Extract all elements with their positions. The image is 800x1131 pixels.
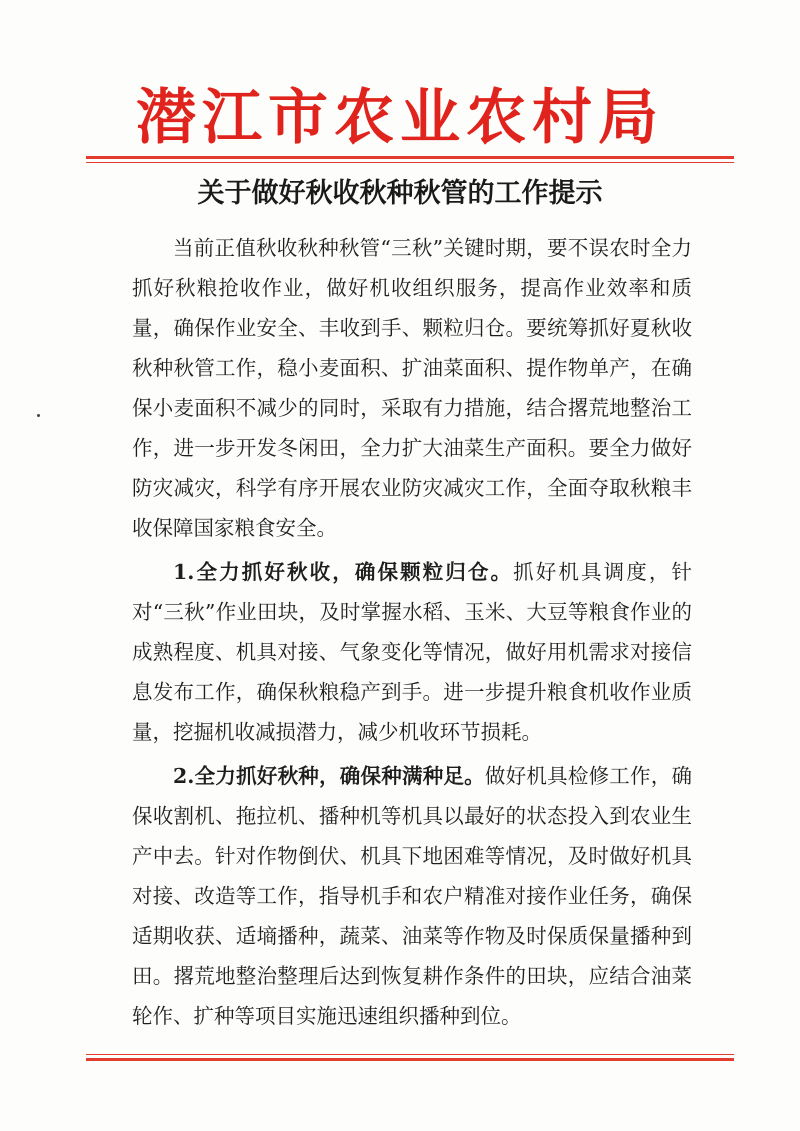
- section2-text: 做好机具检修工作，确保收割机、拖拉机、播种机等机具以最好的状态投入到农业生产中去。针对作物倒伏、机具下地困难等情况，及时做好机具对接、改造等工作，指导机手和农户精准对接作业任务，确保适期收获、适墒播种，蔬菜、油菜等作物及时保质保量播种到田。撂荒地整治整理后达到恢复耕作条件的田块，应结合油菜轮作、扩种等项目实施迅速组织播种到位。: [132, 764, 693, 1028]
- footer-divider-thick: [86, 1058, 734, 1061]
- header-divider-thick: [86, 156, 734, 159]
- section2-paragraph: [132, 756, 692, 1036]
- header-divider-thin: [86, 162, 734, 163]
- intro-paragraph: 当前正值秋收秋种秋管“三秋”关键时期，要不误农时全力抓好秋粮抢收作业，做好机收组织服务，提高作业效率和质量，确保作业安全、丰收到手、颗粒归仓。要统筹抓好夏秋收秋种秋管工作，稳小麦面积、扩油菜面积、提作物单产，在确保小麦面积不减少的同时，采取有力措施，结合撂荒地整治工作，进一步开发冬闲田，全力扩大油菜生产面积。要全力做好防灾减灾，科学有序开展农业防灾减灾工作，全面夺取秋粮丰收保障国家粮食安全。: [132, 236, 692, 540]
- footer-divider-thin: [86, 1054, 734, 1055]
- section1-heading: 1.全力抓好秋收，确保颗粒归仓。: [173, 560, 514, 584]
- header-org-title: 潜江市农业农村局: [136, 83, 664, 153]
- document-title: 关于做好秋收秋种秋管的工作提示: [197, 178, 603, 209]
- margin-mark: [37, 414, 40, 417]
- section2-heading: 2.全力抓好秋种，确保种满种足。: [173, 764, 485, 788]
- document-body: [132, 228, 692, 1036]
- section1-text: 抓好机具调度，针对“三秋”作业田块，及时掌握水稻、玉米、大豆等粮食作业的成熟程度、机具对接、气象变化等情况，做好用机需求对接信息发布工作，确保秋粮稳产到手。进一步提升粮食机收作业质量，挖掘机收减损潜力，减少机收环节损耗。: [132, 560, 692, 744]
- section1-paragraph: [132, 552, 692, 752]
